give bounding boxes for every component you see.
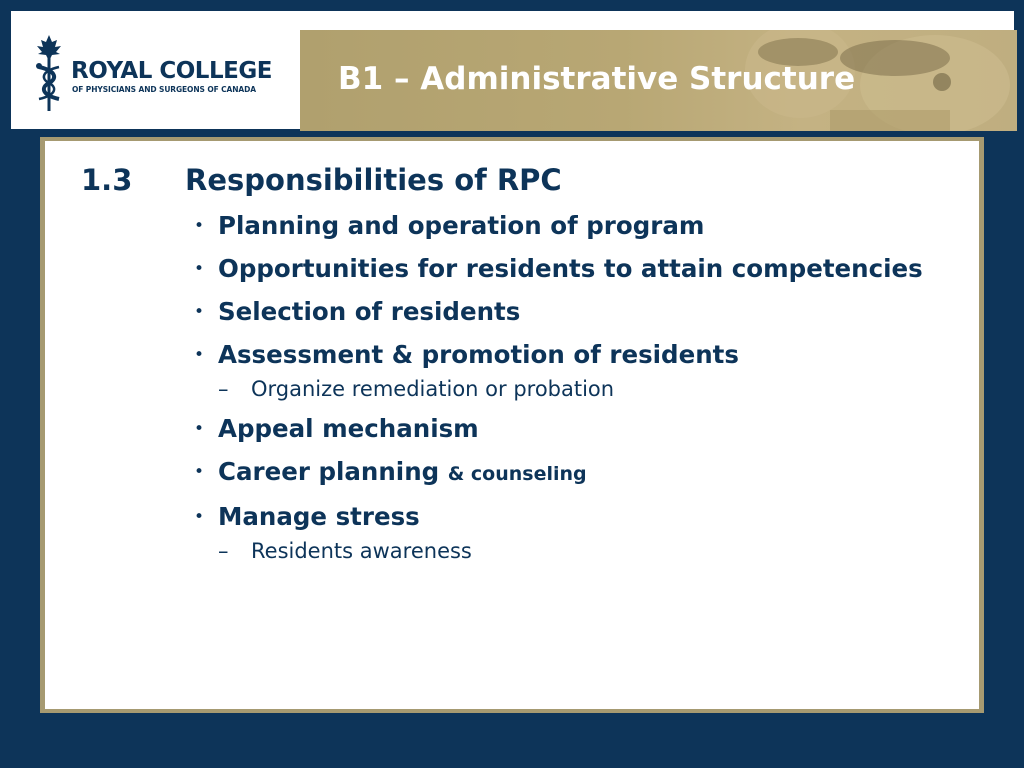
list-item-text: Planning and operation of program (218, 211, 705, 240)
slide-title: B1 – Administrative Structure (338, 61, 856, 97)
list-item-text: Career planning (218, 457, 440, 486)
bullet-icon: • (194, 302, 205, 322)
list-item-text: Assessment & promotion of residents (218, 340, 739, 369)
list-item-text: Appeal mechanism (218, 414, 479, 443)
bullet-icon: • (194, 419, 205, 439)
sub-list-item-text: Organize remediation or probation (251, 377, 615, 401)
section-heading (81, 163, 562, 197)
list-item (190, 455, 950, 491)
content-panel (45, 141, 979, 709)
bullet-list (190, 209, 950, 574)
list-item (190, 338, 950, 372)
logo-name: ROYAL COLLEGE (71, 58, 272, 84)
list-item (190, 500, 950, 534)
section-title: Responsibilities of RPC (185, 163, 562, 197)
title-banner (300, 30, 1017, 131)
bullet-icon: • (194, 345, 205, 365)
dash-icon: – (218, 377, 229, 401)
list-item (190, 412, 950, 446)
logo-subtitle: OF PHYSICIANS AND SURGEONS OF CANADA (72, 85, 256, 94)
bullet-icon: • (194, 462, 205, 482)
section-number: 1.3 (81, 163, 133, 197)
list-item (190, 209, 950, 243)
caduceus-maple-leaf-icon (31, 33, 67, 113)
bullet-icon: • (194, 507, 205, 527)
slide-header (11, 11, 1014, 129)
list-item-suffix: & counseling (447, 463, 587, 485)
list-item-text: Selection of residents (218, 297, 521, 326)
bullet-icon: • (194, 259, 205, 279)
list-item (190, 252, 950, 286)
list-item (190, 295, 950, 329)
royal-college-logo (31, 33, 281, 113)
dash-icon: – (218, 539, 229, 563)
sub-list-item (190, 537, 950, 565)
sub-list-item (190, 375, 950, 403)
sub-list-item-text: Residents awareness (251, 539, 472, 563)
list-item-text: Manage stress (218, 502, 420, 531)
list-item-text: Opportunities for residents to attain competencies (218, 254, 923, 283)
bullet-icon: • (194, 216, 205, 236)
